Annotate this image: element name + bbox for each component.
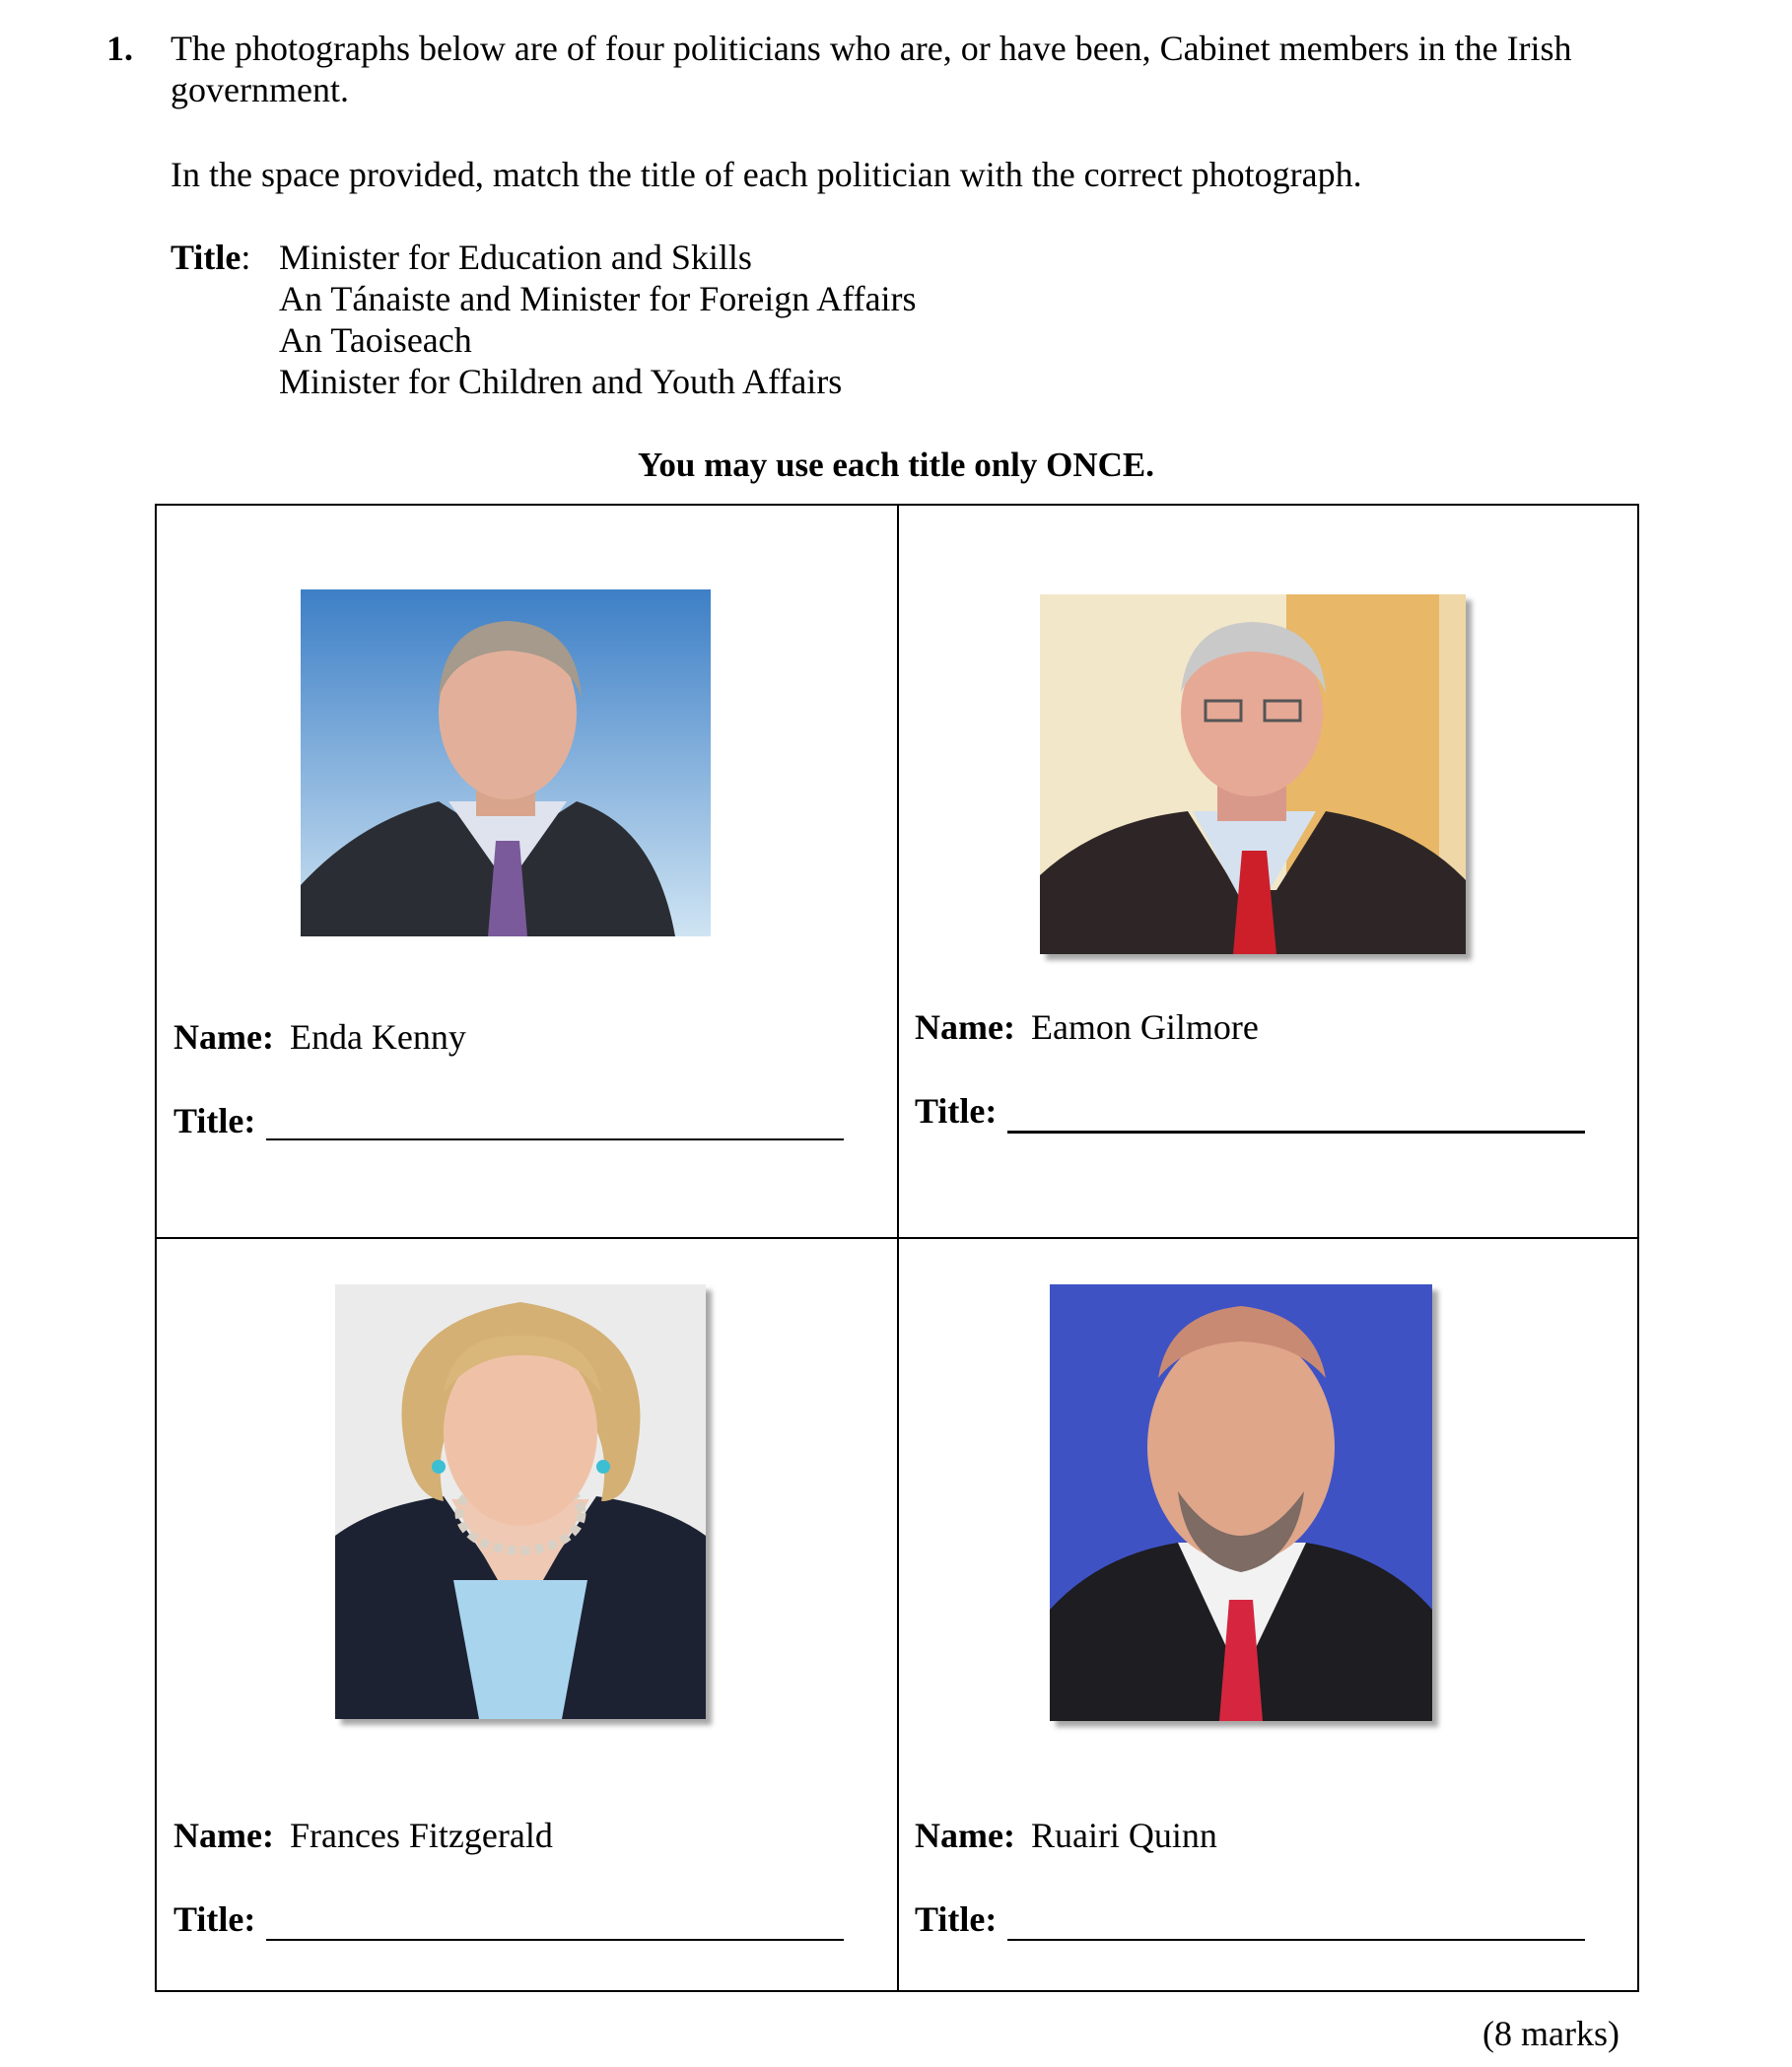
title-answer-blank[interactable]: [1007, 1939, 1585, 1941]
politician-cell-quinn: [899, 1239, 1639, 1992]
title-option: Minister for Children and Youth Affairs: [279, 362, 843, 401]
politician-cell-kenny: [157, 506, 897, 1237]
title-option: An Tánaiste and Minister for Foreign Affairs: [279, 279, 917, 318]
politician-name: Enda Kenny: [289, 1017, 466, 1057]
name-label: Name:: [915, 1816, 1015, 1855]
marks-indicator: (8 marks): [1482, 2014, 1620, 2053]
titles-list: [279, 237, 1166, 402]
title-answer-blank[interactable]: [266, 1138, 844, 1140]
title-option: An Taoiseach: [279, 320, 472, 360]
name-label: Name:: [173, 1017, 274, 1057]
question-instruction: In the space provided, match the title of each politician with the correct photograph.: [171, 155, 1362, 194]
politician-photo: [1050, 1284, 1432, 1721]
politician-photo: [301, 589, 711, 936]
title-answer-blank[interactable]: [1007, 1131, 1585, 1134]
politician-cell-fitzgerald: [157, 1239, 897, 1992]
name-line: [173, 1016, 466, 1058]
title-answer-blank[interactable]: [266, 1939, 844, 1941]
question-number: 1.: [106, 29, 133, 68]
title-option: Minister for Education and Skills: [279, 238, 752, 277]
politician-cell-gilmore: [899, 506, 1639, 1237]
name-line: [173, 1815, 553, 1856]
name-line: [915, 1815, 1217, 1856]
once-note: You may use each title only ONCE.: [637, 446, 1155, 484]
name-label: Name:: [915, 1007, 1015, 1047]
politician-photo: [335, 1284, 706, 1719]
titles-label: Title: [171, 238, 241, 277]
name-line: [915, 1006, 1259, 1048]
politician-name: Eamon Gilmore: [1030, 1007, 1259, 1047]
name-label: Name:: [173, 1816, 274, 1855]
title-label: Title:: [173, 1101, 256, 1140]
answer-grid: [155, 504, 1639, 1992]
politician-name: Ruairi Quinn: [1030, 1816, 1217, 1855]
title-label: Title:: [915, 1899, 998, 1939]
politician-photo: [1040, 594, 1466, 954]
politician-name: Frances Fitzgerald: [289, 1816, 553, 1855]
title-label: Title:: [173, 1899, 256, 1939]
title-label: Title:: [915, 1091, 998, 1131]
question-intro: The photographs below are of four politicians who are, or have been, Cabinet members in the Irish government.: [171, 29, 1572, 109]
